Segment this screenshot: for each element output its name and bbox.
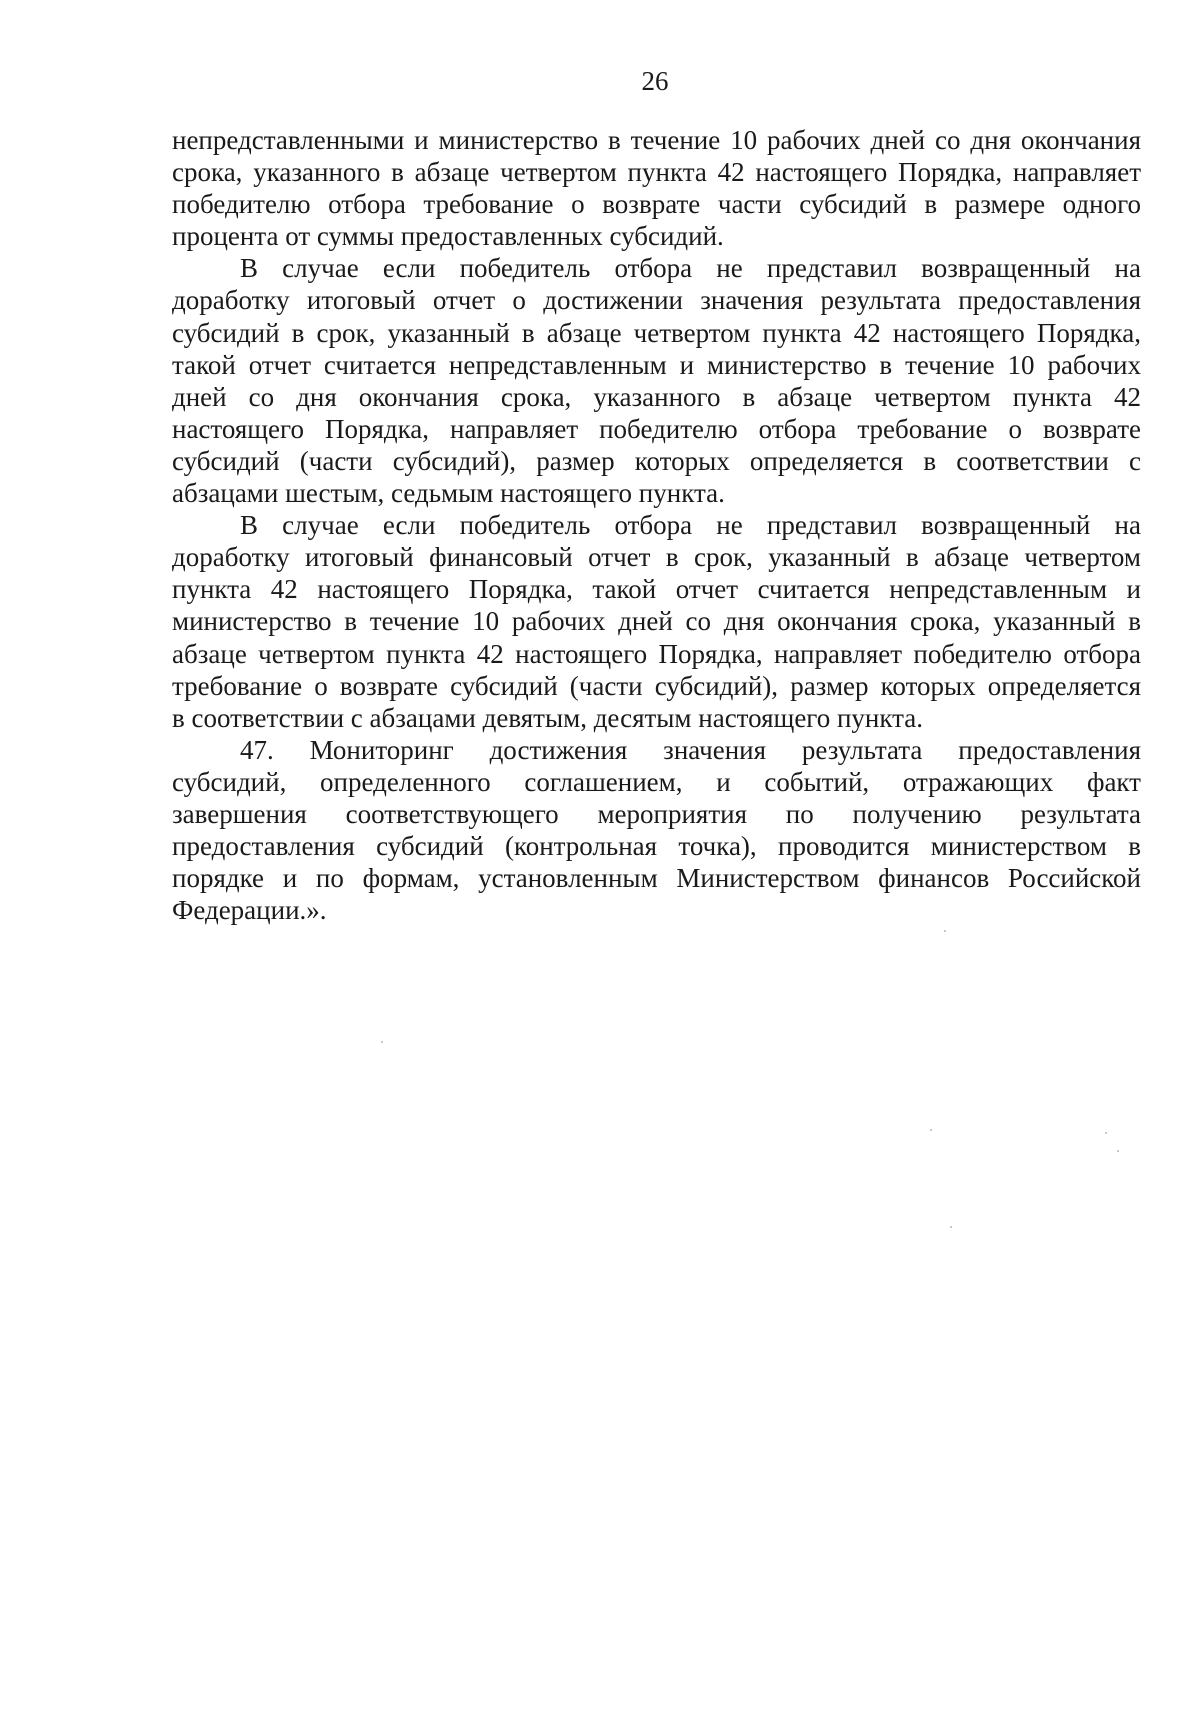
text-line: В случае если победитель отбора не представил возвращенный на	[240, 253, 1141, 284]
text-line: в соответствии с абзацами девятым, десятым настоящего пункта.	[172, 702, 923, 733]
text-line: победителю отбора требование о возврате части субсидий в размере одного	[172, 189, 1141, 220]
text-line: дней со дня окончания срока, указанного в абзаце четвертом пункта 42	[172, 381, 1141, 412]
document-body	[172, 124, 1141, 926]
scan-speck	[381, 1041, 383, 1043]
text-line: срока, указанного в абзаце четвертом пункта 42 настоящего Порядка, направляет	[172, 157, 1141, 188]
text-line: абзацами шестым, седьмым настоящего пункта.	[172, 478, 725, 509]
text-line: требование о возврате субсидий (части субсидий), размер которых определяется	[172, 670, 1141, 701]
text-line: непредставленными и министерство в течение 10 рабочих дней со дня окончания	[172, 125, 1141, 155]
text-line: пункта 42 настоящего Порядка, такой отчет считается непредставленным и	[172, 574, 1141, 605]
scan-speck	[930, 1129, 932, 1131]
text-line: завершения соответствующего мероприятия по получению результата	[172, 798, 1141, 829]
text-line: абзаце четвертом пункта 42 настоящего Порядка, направляет победителю отбора	[172, 638, 1141, 669]
scan-speck	[944, 930, 946, 932]
text-line: такой отчет считается непредставленным и министерство в течение 10 рабочих	[172, 349, 1141, 380]
page-number: 26	[641, 66, 669, 96]
text-line: процента от суммы предоставленных субсидий.	[172, 221, 724, 252]
text-line: субсидий, определенного соглашением, и событий, отражающих факт	[172, 766, 1141, 797]
text-line: Федерации.».	[172, 895, 327, 926]
text-line: министерство в течение 10 рабочих дней со дня окончания срока, указанный в	[172, 606, 1141, 637]
text-line: В случае если победитель отбора не представил возвращенный на	[240, 510, 1141, 541]
text-line: доработку итоговый финансовый отчет в срок, указанный в абзаце четвертом	[172, 542, 1141, 573]
scan-speck	[1117, 1150, 1119, 1152]
text-line: порядке и по формам, установленным Министерством финансов Российской	[172, 863, 1141, 894]
scan-speck	[950, 1226, 952, 1228]
text-line: доработку итоговый отчет о достижении значения результата предоставления	[172, 285, 1141, 316]
text-line: субсидий в срок, указанный в абзаце четвертом пункта 42 настоящего Порядка,	[172, 317, 1141, 348]
text-line: настоящего Порядка, направляет победителю отбора требование о возврате	[172, 413, 1141, 444]
paragraph-2	[172, 252, 1141, 509]
text-line: 47. Мониторинг достижения значения результата предоставления	[240, 734, 1141, 765]
paragraph-4	[172, 734, 1141, 927]
text-line: субсидий (части субсидий), размер которых определяется в соответствии с	[172, 445, 1141, 476]
paragraph-1	[172, 124, 1141, 252]
paragraph-3	[172, 509, 1141, 734]
scan-speck	[1105, 1132, 1107, 1134]
text-line: предоставления субсидий (контрольная точка), проводится министерством в	[172, 831, 1141, 862]
